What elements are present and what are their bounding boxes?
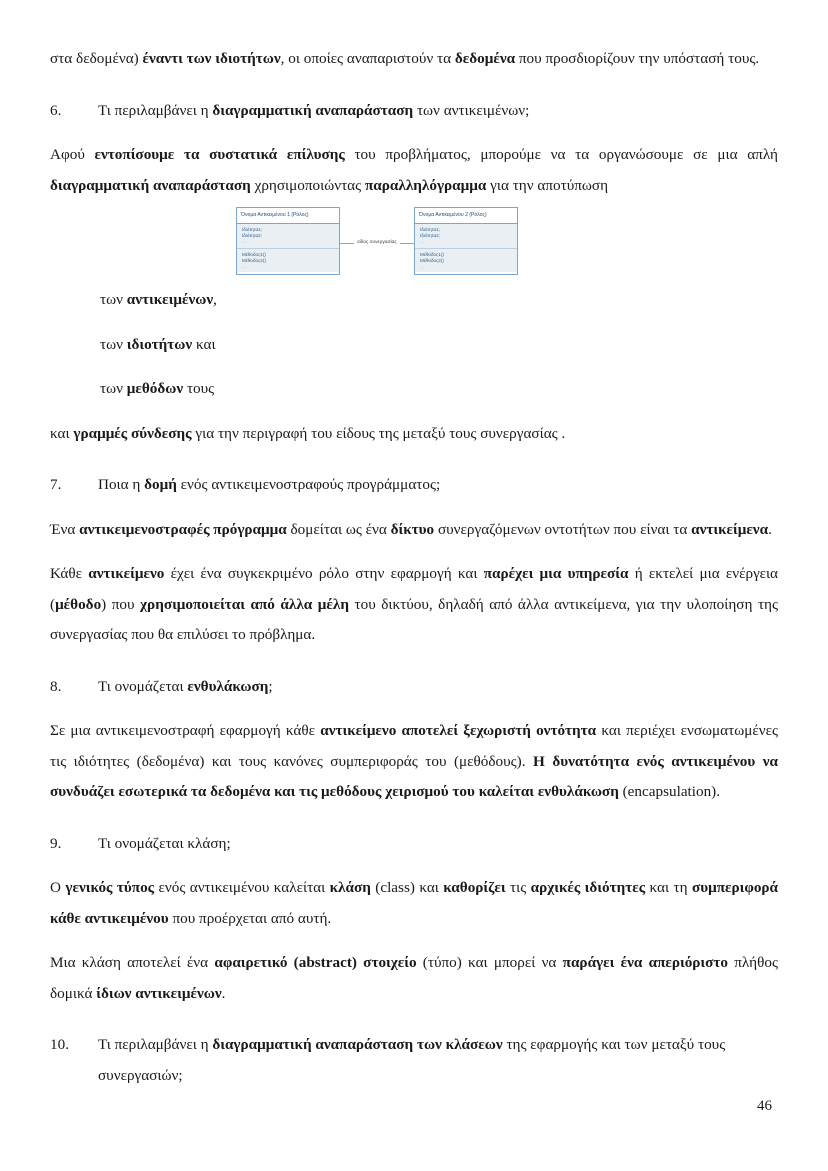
q6-closing-bold-1: γραμμές σύνδεσης [73, 424, 192, 442]
q6-closing-text-1: και [50, 424, 74, 442]
question-9 [50, 829, 778, 860]
q6-bullet-1-bold: αντικειμένων [126, 291, 214, 308]
q7-p1-bold-1: αντικειμενοστραφές πρόγραμμα [79, 520, 287, 538]
question-10-text [98, 1030, 778, 1091]
q7-paragraph-1 [50, 515, 778, 546]
object-box-2-attribute: Ιδιότητα1; [420, 227, 440, 232]
q8-p1-text-2: και περιέχει ενσωματωμένες τις ιδιότητες (δεδομένα) και τους κανόνες συμπεριφοράς του (μεθόδους). [50, 722, 778, 770]
q9-p1-text-5: και τη [645, 879, 692, 896]
question-8 [50, 672, 778, 703]
q9-p1-text-4: τις [505, 879, 531, 896]
q7-p1-text-1: Ένα [50, 520, 80, 538]
question-10-number: 10. [50, 1036, 69, 1053]
q6-bullet-2-text-1: των [100, 335, 127, 353]
object-box-1-method-ellipsis: ... [242, 264, 248, 270]
q8-bold-1: ενθυλάκωση [187, 677, 269, 695]
object-box-2-header: Όνομα Αντικειμένου 2 (Ρόλος) [415, 208, 517, 224]
q7-paragraph-2 [50, 559, 778, 651]
q7-p2-text-4: ) που [101, 595, 141, 613]
q9-p1-bold-4: αρχικές ιδιότητες [530, 879, 646, 896]
intro-bold-2: δεδομένα [454, 50, 516, 67]
q7-p2-text-2: έχει ένα συγκεκριμένο ρόλο στην εφαρμογή και [164, 565, 484, 582]
object-box-1-methods [237, 249, 339, 273]
object-box-2-methods [415, 249, 517, 273]
q6-answer-bold-2: διαγραμματική αναπαράσταση [50, 176, 251, 194]
object-box-1-method: Μέθοδος1() [242, 251, 266, 257]
object-box-1-attributes [237, 224, 339, 249]
question-6-text [98, 96, 778, 127]
q9-p2-bold-2: παράγει ένα απεριόριστο [562, 954, 728, 971]
spacer [50, 405, 778, 419]
q6-answer-text-3: χρησιμοποιώντας [250, 176, 365, 194]
q9-paragraph-1 [50, 873, 778, 934]
question-8-number: 8. [50, 677, 62, 695]
q6-answer-paragraph [50, 140, 778, 201]
q9-p2-text-3: πλήθος δομικά [50, 954, 778, 1002]
q7-p2-text-1: Κάθε [50, 565, 89, 582]
question-8-text [98, 672, 778, 703]
q6-closing-text-2: για την περιγραφή του είδους της μεταξύ τους συνεργασίας . [191, 424, 566, 442]
q6-bullet-3 [50, 374, 778, 405]
q6-answer-text-4: για την αποτύπωση [486, 176, 609, 194]
q6-text-1: Τι περιλαμβάνει η [98, 101, 213, 119]
q9-p2-text-4: . [221, 984, 226, 1002]
q6-answer-bold-1: εντοπίσουμε τα συστατικά επίλυσης [94, 146, 345, 163]
question-6 [50, 96, 778, 127]
intro-text-2: , οι οποίες αναπαριστούν τα [280, 50, 455, 67]
question-9-number: 9. [50, 834, 62, 852]
q7-bold-1: δομή [144, 476, 177, 493]
spacer [50, 360, 778, 374]
intro-text-3: που προσδιορίζουν την υπόστασή τους. [515, 50, 760, 67]
q9-p1-text-6: που προέρχεται από αυτή. [168, 909, 332, 927]
spacer [50, 316, 778, 330]
question-7-number: 7. [50, 476, 62, 493]
q10-text-1: Τι περιλαμβάνει η [98, 1036, 213, 1053]
q9-p1-bold-3: καθορίζει [443, 879, 506, 896]
q7-p2-bold-1: αντικείμενο [88, 565, 165, 582]
q9-p2-text-1: Μια κλάση αποτελεί ένα [50, 954, 215, 971]
q8-p1-bold-1: αντικείμενο αποτελεί ξεχωριστή οντότητα [320, 722, 597, 739]
object-box-1 [236, 207, 340, 275]
q8-paragraph-1 [50, 716, 778, 808]
connector-label: είδος συνεργασίας [357, 240, 397, 245]
q6-bullet-3-text-2: τους [183, 380, 215, 397]
page-content [50, 44, 778, 1091]
spacer [50, 651, 778, 672]
q6-answer-text-1: Αφού [50, 146, 95, 163]
q7-text-1: Ποια η [98, 476, 145, 493]
q6-bullet-1-text-2: , [213, 291, 217, 308]
object-collaboration-diagram-wrapper [50, 207, 778, 285]
q6-bullet-2-bold: ιδιοτήτων [126, 335, 193, 353]
object-box-2-attributes [415, 224, 517, 249]
spacer [50, 808, 778, 829]
q7-p2-bold-2: παρέχει μια υπηρεσία [483, 565, 629, 582]
object-box-2-attribute-ellipsis: ... [420, 239, 426, 245]
intro-text-1: στα δεδομένα) [50, 50, 143, 67]
spacer [50, 702, 778, 716]
intro-bold-1: έναντι των ιδιοτήτων [142, 50, 281, 67]
q6-bullet-2-text-2: και [192, 335, 216, 353]
q7-p2-bold-4: χρησιμοποιείται από άλλα μέλη [140, 595, 349, 613]
object-box-1-attribute: Ιδιότητα1; [242, 227, 262, 232]
spacer [50, 859, 778, 873]
intro-paragraph [50, 44, 778, 75]
q6-bullet-2 [50, 330, 778, 361]
q7-p1-bold-3: αντικείμενα [691, 520, 769, 538]
object-box-2-method-ellipsis: ... [420, 264, 426, 270]
q7-p2-bold-3: μέθοδο [55, 595, 102, 613]
q7-text-2: ενός αντικειμενοστραφούς προγράμματος; [176, 476, 441, 493]
q8-p1-bold-2: Η δυνατότητα ενός αντικειμένου να συνδυάζει εσωτερικά τα δεδομένα και τις μεθόδους χειρισμού του καλείται ενθυλάκωση [50, 752, 778, 800]
q6-text-2: των αντικειμένων; [413, 101, 530, 119]
object-box-1-method: Μέθοδος2() [242, 257, 266, 263]
q7-p2-text-5: του δικτύου, δηλαδή από άλλα αντικείμενα, για την υλοποίηση της συνεργασίας που θα επιλύσει το πρόβλημα. [50, 595, 779, 643]
q10-text-2: της εφαρμογής και των μεταξύ τους συνεργασιών; [98, 1036, 726, 1084]
object-box-1-header: Όνομα Αντικειμένου 1 (Ρόλος) [237, 208, 339, 224]
q9-p1-text-1: Ο [50, 879, 66, 896]
q6-bullet-1 [50, 285, 778, 316]
spacer [50, 126, 778, 140]
q6-answer-text-2: του προβλήματος, μπορούμε να τα οργανώσουμε σε μια απλή [344, 146, 778, 163]
object-box-2-attribute: Ιδιότητα2; [420, 233, 440, 239]
object-collaboration-diagram [236, 207, 518, 279]
q7-p1-bold-2: δίκτυο [390, 520, 435, 538]
q9-paragraph-2 [50, 948, 778, 1009]
q8-text-2: ; [268, 677, 273, 695]
q9-p1-bold-2: κλάση [329, 879, 371, 896]
q6-closing-paragraph [50, 419, 778, 450]
spacer [50, 934, 778, 948]
q8-text-1: Τι ονομάζεται [98, 677, 188, 695]
question-7 [50, 470, 778, 501]
spacer [50, 545, 778, 559]
object-box-1-attribute: Ιδιότητα2; [242, 233, 262, 239]
question-6-number: 6. [50, 101, 62, 119]
page-number: 46 [757, 1098, 772, 1114]
q7-p1-text-4: . [768, 520, 772, 538]
collaboration-connector [340, 238, 414, 248]
q9-p1-bold-5: συμπεριφορά κάθε αντικειμένου [50, 879, 779, 927]
q6-bold-1: διαγραμματική αναπαράσταση [212, 101, 414, 119]
q8-p1-text-3: (encapsulation). [618, 783, 721, 800]
q8-p1-text-1: Σε μια αντικειμενοστραφή εφαρμογή κάθε [50, 722, 321, 739]
q6-bullet-3-bold: μεθόδων [126, 380, 184, 397]
q6-bullet-3-text-1: των [100, 380, 127, 397]
question-10 [50, 1030, 778, 1091]
q7-p1-text-3: συνεργαζόμενων οντοτήτων που είναι τα [434, 520, 692, 538]
q9-p1-text-2: ενός αντικειμένου καλείται [154, 879, 330, 896]
spacer [50, 75, 778, 96]
q9-p2-bold-1: αφαιρετικό (abstract) στοιχείο [214, 954, 417, 971]
q7-p1-text-2: δομείται ως ένα [286, 520, 391, 538]
q6-answer-bold-3: παραλληλόγραμμα [364, 176, 487, 194]
q9-p1-bold-1: γενικός τύπος [65, 879, 155, 896]
question-9-text: Τι ονομάζεται κλάση; [98, 834, 231, 852]
object-box-2-method: Μέθοδος1() [420, 251, 444, 257]
q9-p2-bold-3: ίδιων αντικειμένων [96, 984, 222, 1002]
q9-p1-text-3: (class) και [370, 879, 444, 896]
q9-p2-text-2: (τύπο) και μπορεί να [416, 954, 563, 971]
object-box-2-method: Μέθοδος2() [420, 257, 444, 263]
spacer [50, 501, 778, 515]
q7-p2-text-3: ή εκτελεί μια ενέργεια ( [50, 565, 778, 613]
q10-bold-1: διαγραμματική αναπαράσταση των κλάσεων [212, 1036, 503, 1053]
object-box-1-attribute-ellipsis: ... [242, 239, 248, 245]
question-7-text [98, 470, 778, 501]
spacer [50, 1009, 778, 1030]
q6-bullet-1-text-1: των [100, 291, 127, 308]
object-box-2 [414, 207, 518, 275]
spacer [50, 449, 778, 470]
